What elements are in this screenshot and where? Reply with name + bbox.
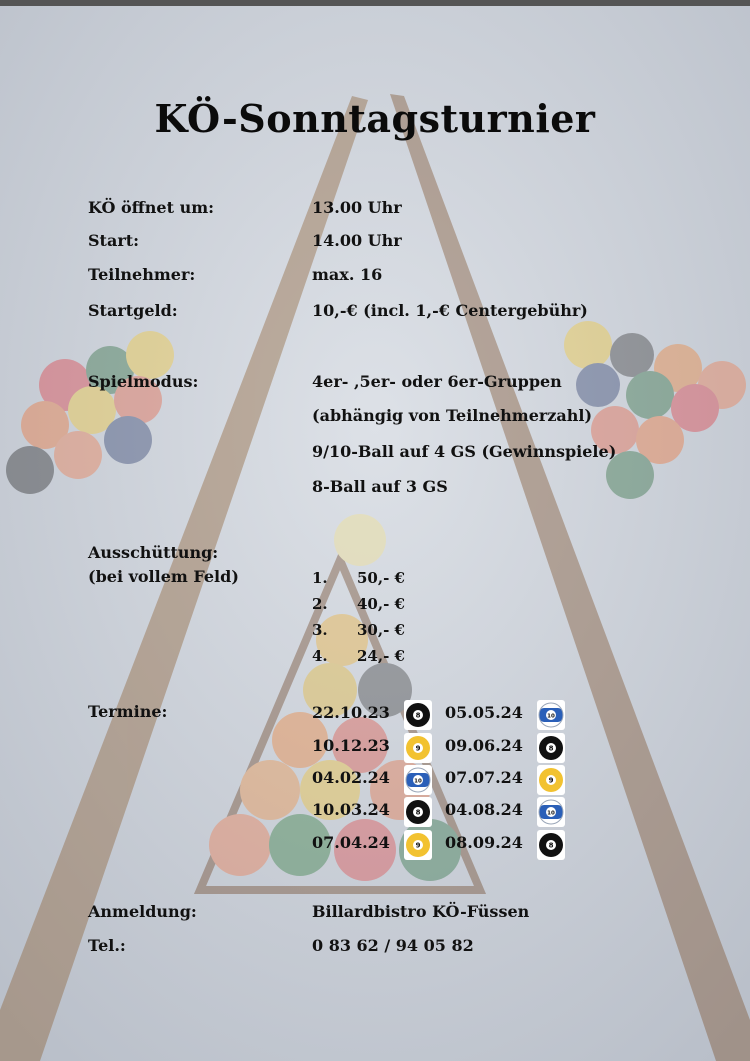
page-title: KÖ-Sonntagsturnier	[154, 96, 596, 141]
billiard-ball-8-icon	[537, 733, 565, 763]
date-right-3: 07.07.24	[445, 768, 523, 787]
payout-place: 3.	[312, 621, 328, 639]
billiard-ball-10-icon	[404, 765, 432, 795]
payout-place: 1.	[312, 569, 328, 587]
date-left-2: 10.12.23	[312, 736, 390, 755]
date-right-5: 08.09.24	[445, 833, 523, 852]
registration-value: Billardbistro KÖ-Füssen	[312, 902, 530, 921]
registration-label: Anmeldung:	[88, 902, 197, 921]
game-mode-line: 9/10-Ball auf 4 GS (Gewinnspiele)	[312, 442, 617, 461]
game-mode-line: 4er- ,5er- oder 6er-Gruppen	[312, 372, 562, 391]
billiard-ball-10-icon	[537, 797, 565, 827]
phone-label: Tel.:	[88, 936, 126, 955]
billiard-ball-9-icon	[537, 765, 565, 795]
opening-value: 13.00 Uhr	[312, 198, 402, 217]
svg-text:8: 8	[415, 808, 421, 817]
participants-label: Teilnehmer:	[88, 265, 196, 284]
dates-label: Termine:	[88, 702, 168, 721]
billiard-ball-10-icon	[537, 700, 565, 730]
date-right-2: 09.06.24	[445, 736, 523, 755]
svg-text:9: 9	[548, 776, 554, 785]
date-left-3: 04.02.24	[312, 768, 390, 787]
svg-text:10: 10	[547, 810, 555, 817]
game-mode-label: Spielmodus:	[88, 372, 199, 391]
payout-label: Ausschüttung:	[88, 543, 219, 562]
payout-place: 4.	[312, 647, 328, 665]
svg-text:9: 9	[415, 744, 421, 753]
entry-fee-label: Startgeld:	[88, 301, 178, 320]
game-mode-line: 8-Ball auf 3 GS	[312, 477, 448, 496]
svg-text:8: 8	[548, 744, 554, 753]
date-right-1: 05.05.24	[445, 703, 523, 722]
payout-amount: 40,- €	[357, 595, 405, 613]
entry-fee-value: 10,-€ (incl. 1,-€ Centergebühr)	[312, 301, 588, 320]
payout-sublabel: (bei vollem Feld)	[88, 567, 239, 586]
payout-amount: 50,- €	[357, 569, 405, 587]
date-left-5: 07.04.24	[312, 833, 390, 852]
phone-value: 0 83 62 / 94 05 82	[312, 936, 474, 955]
billiard-ball-9-icon	[404, 830, 432, 860]
payout-place: 2.	[312, 595, 328, 613]
billiard-ball-8-icon	[537, 830, 565, 860]
svg-text:10: 10	[547, 713, 555, 720]
date-left-1: 22.10.23	[312, 703, 390, 722]
payout-amount: 30,- €	[357, 621, 405, 639]
opening-label: KÖ öffnet um:	[88, 198, 215, 217]
date-left-4: 10.03.24	[312, 800, 390, 819]
payout-amount: 24,- €	[357, 647, 405, 665]
svg-text:10: 10	[414, 778, 422, 785]
svg-text:8: 8	[415, 711, 421, 720]
start-label: Start:	[88, 231, 140, 250]
billiard-ball-9-icon	[404, 733, 432, 763]
svg-text:9: 9	[415, 841, 421, 850]
svg-text:8: 8	[548, 841, 554, 850]
billiard-ball-8-icon	[404, 797, 432, 827]
participants-value: max. 16	[312, 265, 383, 284]
start-value: 14.00 Uhr	[312, 231, 402, 250]
date-right-4: 04.08.24	[445, 800, 523, 819]
billiard-ball-8-icon	[404, 700, 432, 730]
game-mode-line: (abhängig von Teilnehmerzahl)	[312, 406, 593, 425]
